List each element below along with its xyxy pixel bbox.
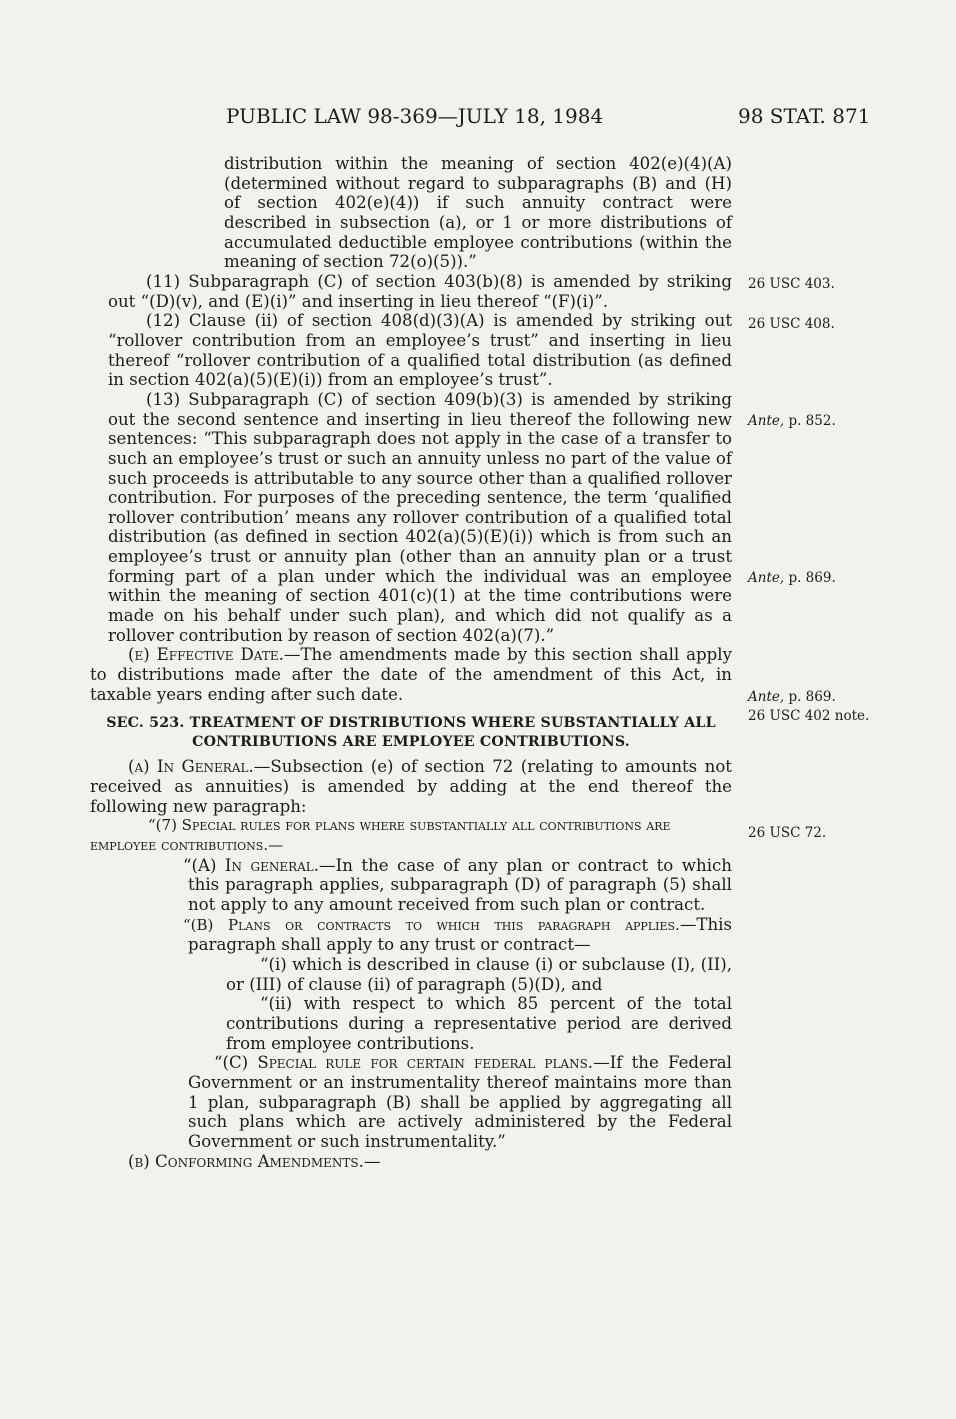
subsection-e-label: (e) Effective Date. <box>128 645 284 665</box>
paragraph-7-heading <box>90 816 732 855</box>
margin-note-ante-852-page: p. 852. <box>784 413 836 429</box>
subparagraph-B <box>108 915 732 955</box>
subsection-b-label: (b) Conforming Amendments. <box>128 1151 364 1171</box>
subparagraph-C-text: —If the Federal Government or an instrumentality thereof maintains more than 1 plan, subparagraph (B) shall be applied by aggregating all such plans which are actively administered by the Federal Government or such instrumentality.” <box>188 1053 732 1151</box>
subsection-a-label: (a) In General. <box>128 757 254 777</box>
margin-note-ante-869b-ital: Ante, <box>748 689 785 705</box>
clause-i: “(i) which is described in clause (i) or subclause (I), (II), or (III) of clause (ii) of paragraph (5)(D), and <box>226 954 732 994</box>
paragraph-11: (11) Subparagraph (C) of section 403(b)(8) is amended by striking out “(D)(v), and (E)(i)” and inserting in lieu thereof “(F)(i)”. <box>108 271 732 311</box>
margin-note-ante-869a-ital: Ante, <box>748 570 785 586</box>
subsection-a-text: —Subsection (e) of section 72 (relating to amounts not received as annuities) is amended by adding at the end thereof the following new paragraph: <box>90 757 732 816</box>
subparagraph-C <box>108 1053 732 1151</box>
paragraph-13: (13) Subparagraph (C) of section 409(b)(3) is amended by striking out the second sentence and inserting in lieu thereof the following new sentences: “This subparagraph does not apply in the case of a transfer to such an employee’s trust or such an annuity unless no part of the value of such proceeds is attributable to any source other than a qualified rollover contribution. For purposes of the preceding sentence, the term ‘qualified rollover contribution’ means any rollover contribution of a qualified total distribution (as defined in section 402(a)(5)(E)(i)) which is from such an employee’s trust or annuity plan (other than an annuity plan or a trust forming part of a plan under which the individual was an employee within the meaning of section 401(c)(1) at the time contributions were made on his behalf under such plan), and which did not qualify as a rollover contribution by reason of section 402(a)(7).” <box>108 389 732 645</box>
section-heading: SEC. 523. TREATMENT OF DISTRIBUTIONS WHERE SUBSTANTIALLY ALL CONTRIBUTIONS ARE EMPLOYEE CONTRIBUTIONS. <box>106 715 716 751</box>
subsection-e <box>90 645 732 704</box>
subsection-b-dash: — <box>363 1151 381 1171</box>
clause-ii: “(ii) with respect to which 85 percent of the total contributions during a representative period are derived from employee contributions. <box>226 994 732 1053</box>
margin-note-ante-869a-page: p. 869. <box>784 570 836 586</box>
subparagraph-A-label: “(A) In general. <box>183 855 320 875</box>
paragraph-7-dash: — <box>268 836 284 854</box>
margin-note-ante-869a <box>748 570 836 586</box>
subparagraph-A-text: —In the case of any plan or contract to which this paragraph applies, subparagraph (D) of paragraph (5) shall not apply to any amount received from such plan or contract. <box>188 855 732 914</box>
paragraph-12: (12) Clause (ii) of section 408(d)(3)(A) is amended by striking out “rollover contribution from an employee’s trust” and inserting in lieu thereof “rollover contribution of a qualified total distribution (as defined in section 402(a)(5)(E)(i)) from an employee’s trust”. <box>108 311 732 390</box>
paragraph-continuation: distribution within the meaning of section 402(e)(4)(A) (determined without regard to subparagraphs (B) and (H) of section 402(e)(4)) if such annuity contract were described in subsection (a), or 1 or more distributions of accumulated deductible employee contributions (within the meaning of section 72(o)(5)).” <box>224 154 732 272</box>
document-body <box>90 154 732 1171</box>
subparagraph-C-label: “(C) Special rule for certain federal plans. <box>214 1053 594 1073</box>
subparagraph-B-text: —This paragraph shall apply to any trust or contract— <box>188 914 732 955</box>
page-header <box>0 104 956 136</box>
header-title: PUBLIC LAW 98-369—JULY 18, 1984 <box>226 104 604 128</box>
margin-note-408: 26 USC 408. <box>748 316 835 332</box>
margin-note-ante-869b-page: p. 869. <box>784 689 836 705</box>
margin-note-72: 26 USC 72. <box>748 825 827 841</box>
margin-note-ante-852 <box>748 413 836 429</box>
subsection-a <box>90 757 732 816</box>
subsection-b <box>90 1152 732 1172</box>
header-stat: 98 STAT. 871 <box>738 104 871 128</box>
paragraph-7-label: “(7) Special rules for plans where substantially all contributions are employee contributions. <box>90 816 671 854</box>
margin-note-402-note: 26 USC 402 note. <box>748 708 870 724</box>
subparagraph-A <box>108 856 732 915</box>
margin-note-403: 26 USC 403. <box>748 276 835 292</box>
margin-note-ante-852-ital: Ante, <box>748 413 785 429</box>
subsection-e-text: —The amendments made by this section shall apply to distributions made after the date of the amendment of this Act, in taxable years ending after such date. <box>90 645 732 704</box>
subparagraph-B-label: “(B) Plans or contracts to which this paragraph applies. <box>183 915 680 934</box>
margin-note-ante-869b <box>748 689 836 705</box>
